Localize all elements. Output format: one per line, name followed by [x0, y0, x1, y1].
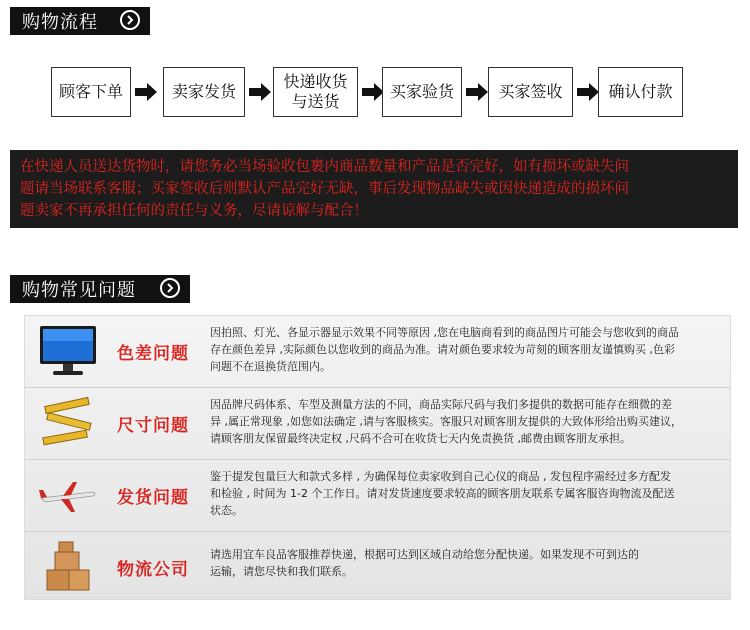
- step-confirm-payment: 确认付款: [598, 67, 683, 117]
- chevron-right-icon: [160, 278, 180, 298]
- step-buyer-sign: 买家签收: [488, 67, 573, 117]
- shopping-process-header: [10, 7, 150, 35]
- boxes-icon: [37, 540, 99, 595]
- notice-line: 在快递人员送达货物时，请您务必当场验收包裹内商品数量和产品是否完好，如有损坏或缺失问: [20, 159, 629, 175]
- monitor-icon: [37, 324, 99, 379]
- faq-panel: [24, 315, 731, 600]
- faq-label: 尺寸问题: [117, 416, 189, 436]
- faq-item-shipping: [25, 460, 730, 531]
- arrow-right-icon: [247, 82, 273, 102]
- arrow-right-icon: [133, 82, 159, 102]
- delivery-notice: [10, 150, 738, 228]
- faq-label: 物流公司: [117, 560, 189, 580]
- faq-item-color: [25, 316, 730, 387]
- arrow-right-icon: [464, 82, 490, 102]
- faq-description: 鉴于提发包量巨大和款式多样 , 为确保每位卖家收到自己心仪的商品 , 发包程序需经过多方配发 和检验 , 时间为 1-2 个工作日。请对发货速度要求较高的顾客朋友联系专属客服咨询物流及配送 状态。: [210, 470, 675, 517]
- folding-ruler-icon: [37, 396, 99, 451]
- section-title: 购物流程: [22, 12, 98, 33]
- chevron-right-icon: [120, 10, 140, 30]
- process-flow: [51, 67, 701, 117]
- faq-label: 色差问题: [117, 344, 189, 364]
- step-customer-order: 顾客下单: [51, 67, 131, 117]
- step-courier-delivery: 快递收货 与送货: [273, 67, 358, 117]
- faq-item-logistics: [25, 532, 730, 603]
- section-title: 购物常见问题: [22, 280, 136, 301]
- faq-item-size: [25, 388, 730, 459]
- faq-description: 因拍照、灯光、各显示器显示效果不同等原因 ,您在电脑商看到的商品图片可能会与您收到的商品 存在颜色差异 ,实际颜色以您收到的商品为准。请对颜色要求较为苛刻的顾客朋友谨慎购买 ,色彩 问题不在退换货范围内。: [210, 326, 679, 373]
- step-buyer-inspect: 买家验货: [382, 67, 462, 117]
- faq-description: 请选用宜车良品客服推荐快递，根据可达到区域自动给您分配快递。如果发现不可到达的 运输，请您尽快和我们联系。: [210, 548, 639, 578]
- notice-line: 题卖家不再承担任何的责任与义务，尽请谅解与配合！: [20, 203, 368, 219]
- airplane-icon: [37, 468, 99, 523]
- notice-line: 题请当场联系客服；买家签收后则默认产品完好无缺，事后发现物品缺失或因快递造成的损坏问: [20, 181, 629, 197]
- step-seller-ship: 卖家发货: [163, 67, 245, 117]
- faq-description: 因品牌尺码体系、车型及测量方法的不同，商品实际尺码与我们多提供的数据可能存在细微的差 异 ,属正常现象 ,如您如法确定 ,请与客服核实。客服只对顾客朋友提供的大致体形给出购买建议， 请顾客朋友保留最终决定权 ,尺码不合可在收货七天内免责换货 ,邮费由顾客朋友承担。: [210, 398, 682, 445]
- faq-header: [10, 275, 190, 303]
- faq-label: 发货问题: [117, 488, 189, 508]
